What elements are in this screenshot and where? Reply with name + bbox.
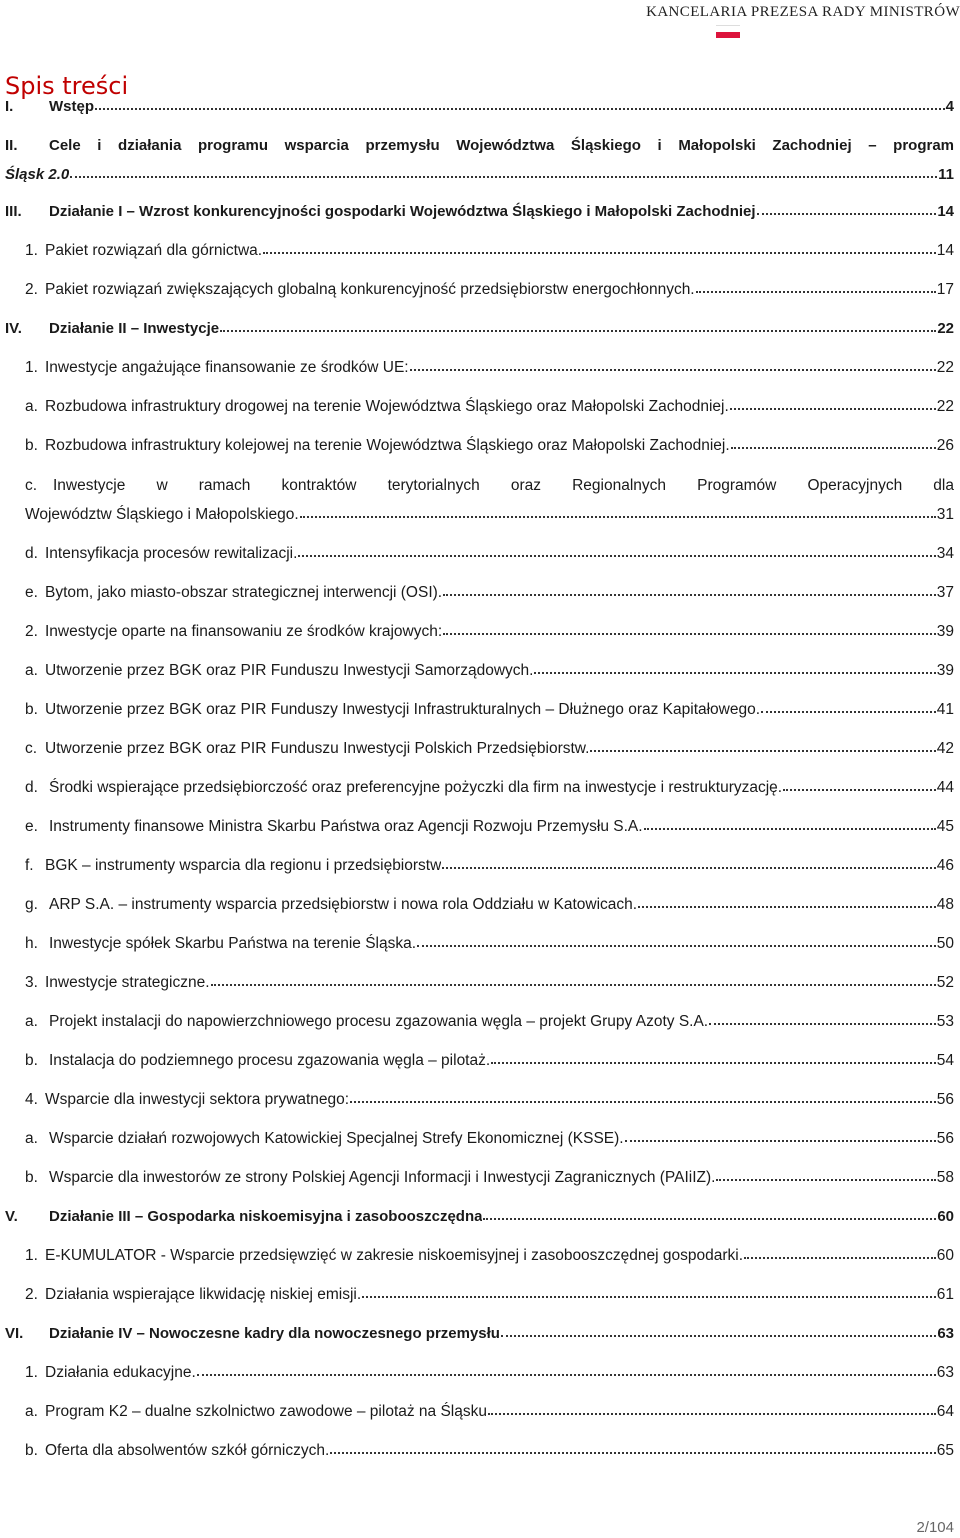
dot-leader xyxy=(197,1363,936,1377)
dot-leader xyxy=(761,700,936,714)
dot-leader xyxy=(417,934,936,948)
toc-entry[interactable] xyxy=(25,856,954,876)
dot-leader xyxy=(263,241,936,255)
toc-entry[interactable] xyxy=(25,895,954,915)
toc-entry-page: 54 xyxy=(936,1052,954,1069)
toc-entry[interactable] xyxy=(25,934,954,954)
header-org-name: KANCELARIA PREZESA RADY MINISTRÓW xyxy=(646,4,960,20)
toc-entry-page: 52 xyxy=(936,974,954,991)
toc-entry-text: Inwestycje oparte na finansowaniu ze środków krajowych: xyxy=(45,623,443,640)
toc-entry-number: c. xyxy=(25,740,38,757)
toc-entry-number: e. xyxy=(25,584,38,601)
dot-leader xyxy=(783,778,936,792)
toc-entry-number: IV. xyxy=(5,320,22,337)
toc-entry-text: Inwestycje spółek Skarbu Państwa na terenie Śląska. xyxy=(49,935,417,952)
toc-entry-page: 41 xyxy=(936,701,954,718)
toc-entry-number: d. xyxy=(25,545,38,562)
toc-entry-number: h. xyxy=(25,935,38,952)
toc-entry-text: Instrumenty finansowe Ministra Skarbu Państwa oraz Agencji Rozwoju Przemysłu S.A. xyxy=(49,818,643,835)
toc-entry-page: 58 xyxy=(936,1169,954,1186)
toc-entry-page: 39 xyxy=(936,662,954,679)
dot-leader xyxy=(730,397,936,411)
toc-entry-continuation[interactable] xyxy=(25,505,954,525)
toc-entry[interactable] xyxy=(5,1324,954,1344)
toc-entry-text: BGK – instrumenty wsparcia dla regionu i przedsiębiorstw xyxy=(45,857,442,874)
dot-leader xyxy=(220,319,936,333)
toc-entry-number: f. xyxy=(25,857,34,874)
toc-entry-page: 65 xyxy=(936,1442,954,1459)
dot-leader xyxy=(625,1129,936,1143)
toc-entry-page: 48 xyxy=(936,896,954,913)
toc-entry-page: 31 xyxy=(936,506,954,523)
dot-leader xyxy=(350,1090,936,1104)
toc-entry-text: Wsparcie działań rozwojowych Katowickiej Specjalnej Strefy Ekonomicznej (KSSE). xyxy=(49,1130,624,1147)
toc-entry[interactable] xyxy=(25,397,954,417)
toc-entry[interactable] xyxy=(25,476,954,496)
toc-entry-number: II. xyxy=(5,137,18,154)
dot-leader xyxy=(590,739,935,753)
toc-entry-page: 61 xyxy=(936,1286,954,1303)
toc-entry-text: Działanie I – Wzrost konkurencyjności gospodarki Województwa Śląskiego i Małopolski Zachodniej xyxy=(49,203,756,220)
toc-entry-number: 2. xyxy=(25,1286,38,1303)
toc-entry-text: Inwestycje w ramach kontraktów terytorialnych oraz Regionalnych Programów Operacyjnych dla xyxy=(53,477,954,494)
toc-entry-page: 64 xyxy=(936,1403,954,1420)
toc-entry-number: 4. xyxy=(25,1091,38,1108)
toc-entry-text-continued: Województw Śląskiego i Małopolskiego. xyxy=(25,506,299,523)
dot-leader xyxy=(483,1207,936,1221)
dot-leader xyxy=(443,622,936,636)
toc-entry[interactable] xyxy=(25,1441,954,1461)
toc-entry[interactable] xyxy=(25,700,954,720)
dot-leader xyxy=(330,1441,935,1455)
toc-entry-page: 42 xyxy=(936,740,954,757)
toc-entry-page: 22 xyxy=(936,359,954,376)
toc-entry-text: Działanie III – Gospodarka niskoemisyjna i zasobooszczędna xyxy=(49,1208,483,1225)
toc-entry-text-continued: Śląsk 2.0 xyxy=(5,166,70,183)
toc-entry[interactable] xyxy=(5,319,954,339)
dot-leader xyxy=(362,1285,936,1299)
toc-entry-page: 63 xyxy=(936,1364,954,1381)
dot-leader xyxy=(491,1051,936,1065)
toc-entry-number: a. xyxy=(25,1013,38,1030)
toc-entry-number: 1. xyxy=(25,1247,38,1264)
toc-entry[interactable] xyxy=(5,1207,954,1227)
toc-entry-page: 37 xyxy=(936,584,954,601)
toc-entry-number: a. xyxy=(25,1130,38,1147)
dot-leader xyxy=(501,1324,936,1338)
toc-entry-page: 14 xyxy=(937,203,954,220)
dot-leader xyxy=(757,202,937,216)
toc-entry-text: Wstęp xyxy=(49,98,94,115)
toc-entry-text: Program K2 – dualne szkolnictwo zawodowe – pilotaż na Śląsku xyxy=(45,1403,487,1420)
toc-entry-number: b. xyxy=(25,1052,38,1069)
toc-entry-text: Intensyfikacja procesów rewitalizacji. xyxy=(45,545,298,562)
dot-leader xyxy=(95,97,945,111)
toc-entry-number: V. xyxy=(5,1208,18,1225)
dot-leader xyxy=(488,1402,936,1416)
toc-entry[interactable] xyxy=(25,1129,954,1149)
toc-entry[interactable] xyxy=(25,1246,954,1266)
dot-leader xyxy=(211,973,936,987)
toc-entry[interactable] xyxy=(25,1168,954,1188)
toc-entry-page: 45 xyxy=(936,818,954,835)
toc-entry-number: b. xyxy=(25,437,38,454)
dot-leader xyxy=(534,661,935,675)
toc-entry-text: E-KUMULATOR - Wsparcie przedsięwzięć w zakresie niskoemisyjnej i zasobooszczędnej gospodarki. xyxy=(45,1247,744,1264)
toc-entry-number: b. xyxy=(25,1169,38,1186)
toc-entry[interactable] xyxy=(25,280,954,300)
toc-entry-text: Pakiet rozwiązań dla górnictwa. xyxy=(45,242,263,259)
toc-entry-text: Instalacja do podziemnego procesu zgazowania węgla – pilotaż. xyxy=(49,1052,491,1069)
toc-entry-page: 34 xyxy=(936,545,954,562)
toc-entry[interactable] xyxy=(25,1402,954,1422)
toc-entry-text: Cele i działania programu wsparcia przemysłu Województwa Śląskiego i Małopolski Zachodniej – program xyxy=(49,137,954,154)
toc-entry-text: Utworzenie przez BGK oraz PIR Funduszu Inwestycji Polskich Przedsiębiorstw. xyxy=(45,740,590,757)
toc-entry-text: Inwestycje angażujące finansowanie ze środków UE: xyxy=(45,359,409,376)
toc-entry-text: Inwestycje strategiczne. xyxy=(45,974,210,991)
toc-entry[interactable] xyxy=(25,436,954,456)
toc-entry-text: Wsparcie dla inwestorów ze strony Polskiej Agencji Informacji i Inwestycji Zagranicznych (PAIiIZ). xyxy=(49,1169,716,1186)
toc-entry-number: 2. xyxy=(25,623,38,640)
toc-entry-page: 56 xyxy=(936,1130,954,1147)
toc-entry-page: 22 xyxy=(937,320,954,337)
toc-entry-number: 1. xyxy=(25,359,38,376)
toc-entry-page: 11 xyxy=(938,166,954,183)
dot-leader xyxy=(644,817,936,831)
toc-entry[interactable] xyxy=(5,202,954,222)
toc-entry-number: I. xyxy=(5,98,14,115)
page-indicator: 2/104 xyxy=(916,1519,954,1536)
toc-entry-number: VI. xyxy=(5,1325,24,1342)
toc-entry-number: 1. xyxy=(25,242,38,259)
toc-entry-text: Bytom, jako miasto-obszar strategicznej interwencji (OSI). xyxy=(45,584,443,601)
toc-entry-text: Działanie II – Inwestycje xyxy=(49,320,220,337)
toc-entry-page: 56 xyxy=(936,1091,954,1108)
toc-entry-text: Środki wspierające przedsiębiorczość oraz preferencyjne pożyczki dla firm na inwestycje i restrukturyzację. xyxy=(49,779,783,796)
toc-entry-page: 53 xyxy=(936,1013,954,1030)
dot-leader xyxy=(410,358,936,372)
toc-entry-number: a. xyxy=(25,662,38,679)
dot-leader xyxy=(709,1012,936,1026)
toc-entry-text: Działania edukacyjne. xyxy=(45,1364,196,1381)
toc-entry[interactable] xyxy=(25,241,954,261)
toc-entry-number: III. xyxy=(5,203,22,220)
toc-entry-number: a. xyxy=(25,1403,38,1420)
toc-entry-page: 14 xyxy=(936,242,954,259)
toc-entry-number: b. xyxy=(25,1442,38,1459)
toc-entry-text: Działania wspierające likwidację niskiej emisji. xyxy=(45,1286,362,1303)
toc-entry-text: Oferta dla absolwentów szkół górniczych. xyxy=(45,1442,330,1459)
toc-entry-number: e. xyxy=(25,818,38,835)
toc-entry[interactable] xyxy=(25,778,954,798)
toc-entry-text: Wsparcie dla inwestycji sektora prywatnego: xyxy=(45,1091,350,1108)
toc-entry-page: 63 xyxy=(937,1325,954,1342)
dot-leader xyxy=(731,436,936,450)
toc-entry-continuation[interactable] xyxy=(5,165,954,185)
toc-entry-page: 46 xyxy=(936,857,954,874)
toc-entry-page: 50 xyxy=(936,935,954,952)
toc-entry[interactable] xyxy=(25,739,954,759)
toc-title: Spis treści xyxy=(5,72,129,100)
toc-entry-text: ARP S.A. – instrumenty wsparcia przedsiębiorstw i nowa rola Oddziału w Katowicach. xyxy=(49,896,638,913)
dot-leader xyxy=(70,165,937,179)
toc-entry-page: 44 xyxy=(936,779,954,796)
toc-entry[interactable] xyxy=(25,661,954,681)
dot-leader xyxy=(298,544,935,558)
dot-leader xyxy=(443,583,936,597)
toc-entry-text: Rozbudowa infrastruktury kolejowej na terenie Województwa Śląskiego oraz Małopolski Zachodniej. xyxy=(45,437,730,454)
toc-entry[interactable] xyxy=(25,1090,954,1110)
toc-entry-page: 17 xyxy=(936,281,954,298)
toc-entry-number: a. xyxy=(25,398,38,415)
toc-entry-text: Utworzenie przez BGK oraz PIR Funduszu Inwestycji Samorządowych. xyxy=(45,662,534,679)
toc-entry[interactable] xyxy=(25,583,954,603)
dot-leader xyxy=(638,895,936,909)
toc-entry[interactable] xyxy=(5,136,954,156)
toc-entry-page: 39 xyxy=(936,623,954,640)
toc-entry[interactable] xyxy=(25,1012,954,1032)
toc-entry[interactable] xyxy=(25,1285,954,1305)
toc-entry-number: c. xyxy=(25,477,38,494)
dot-leader xyxy=(744,1246,936,1260)
toc-entry[interactable] xyxy=(25,817,954,837)
toc-entry-page: 22 xyxy=(936,398,954,415)
toc-entry-text: Działanie IV – Nowoczesne kadry dla nowoczesnego przemysłu xyxy=(49,1325,500,1342)
toc-entry[interactable] xyxy=(5,97,954,117)
toc-entry-text: Pakiet rozwiązań zwiększających globalną konkurencyjność przedsiębiorstw energochłonnych. xyxy=(45,281,695,298)
toc-entry-text: Projekt instalacji do napowierzchniowego procesu zgazowania węgla – projekt Grupy Azoty S.A. xyxy=(49,1013,709,1030)
toc-entry-text: Rozbudowa infrastruktury drogowej na terenie Województwa Śląskiego oraz Małopolski Zachodniej. xyxy=(45,398,729,415)
dot-leader xyxy=(300,505,936,519)
dot-leader xyxy=(716,1168,935,1182)
toc-entry-page: 60 xyxy=(937,1208,954,1225)
dot-leader xyxy=(442,856,935,870)
toc-entry[interactable] xyxy=(25,358,954,378)
toc-entry-number: b. xyxy=(25,701,38,718)
toc-entry-number: 3. xyxy=(25,974,38,991)
toc-entry-number: g. xyxy=(25,896,38,913)
toc-entry-number: 1. xyxy=(25,1364,38,1381)
toc-entry[interactable] xyxy=(25,1051,954,1071)
dot-leader xyxy=(696,280,936,294)
toc-entry-number: 2. xyxy=(25,281,38,298)
toc-entry-page: 4 xyxy=(945,98,954,115)
toc-entry-text: Utworzenie przez BGK oraz PIR Funduszy Inwestycji Infrastrukturalnych – Dłużnego oraz Kapitałowego. xyxy=(45,701,761,718)
toc-entry-page: 60 xyxy=(936,1247,954,1264)
toc-entry[interactable] xyxy=(25,622,954,642)
toc-entry[interactable] xyxy=(25,544,954,564)
toc-entry[interactable] xyxy=(25,973,954,993)
toc-entry-page: 26 xyxy=(936,437,954,454)
toc-entry-number: d. xyxy=(25,779,38,796)
toc-entry[interactable] xyxy=(25,1363,954,1383)
